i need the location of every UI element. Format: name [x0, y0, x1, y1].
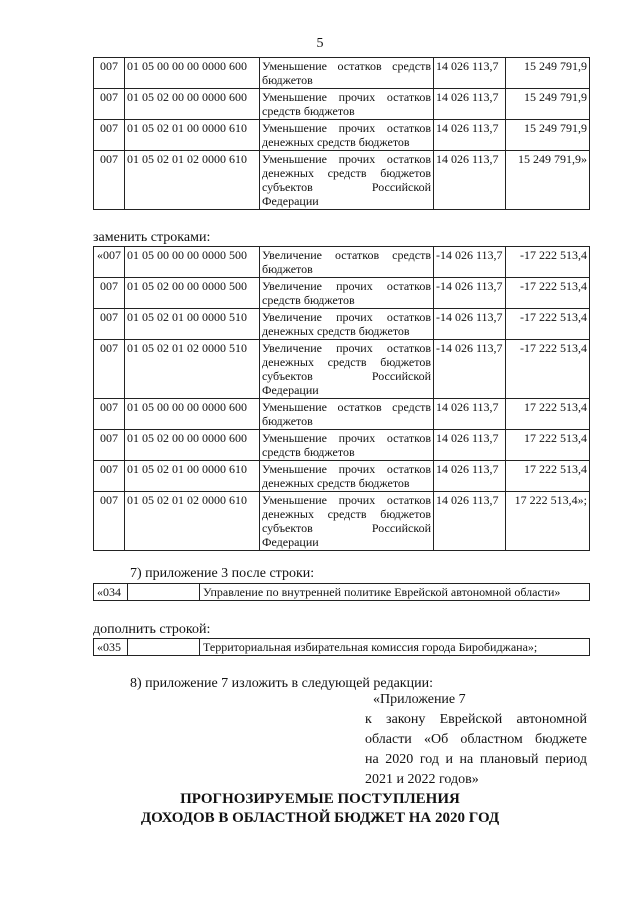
description-line: субъектов Российской: [262, 521, 431, 535]
row-admin-code: 007: [94, 430, 125, 461]
description-line: Увеличение прочих остатков: [262, 310, 431, 324]
description-line: денежных средств бюджетов: [262, 324, 410, 338]
row-description: [260, 89, 434, 120]
row-amount-2021: 15 249 791,9: [506, 120, 590, 151]
description-line: Уменьшение остатков средств: [262, 400, 431, 414]
row-admin-code: «007: [94, 247, 125, 278]
admin-empty-cell: [128, 584, 200, 601]
row-amount-2021: 17 222 513,4: [506, 430, 590, 461]
table-row: [94, 399, 590, 430]
row-description: [260, 58, 434, 89]
description-line: денежных средств бюджетов: [262, 507, 431, 521]
table-row: [94, 309, 590, 340]
description-line: денежных средств бюджетов: [262, 476, 410, 490]
table-row: [94, 278, 590, 309]
admin-code: «034: [94, 584, 128, 601]
row-admin-code: 007: [94, 309, 125, 340]
table-row: [94, 247, 590, 278]
table-row: [94, 430, 590, 461]
row-budget-code: 01 05 02 00 00 0000 500: [125, 278, 260, 309]
admin-name: Территориальная избирательная комиссия города Биробиджана»;: [200, 639, 590, 656]
row-amount-2020: -14 026 113,7: [434, 278, 506, 309]
description-line: Уменьшение прочих остатков: [262, 493, 431, 507]
description-line: субъектов Российской: [262, 369, 431, 383]
row-admin-code: 007: [94, 399, 125, 430]
admin-name: Управление по внутренней политике Еврейской автономной области»: [200, 584, 590, 601]
row-amount-2020: 14 026 113,7: [434, 58, 506, 89]
row-description: [260, 399, 434, 430]
description-line: Федерации: [262, 194, 319, 208]
description-line: бюджетов: [262, 262, 313, 276]
budget-table-original: [93, 57, 590, 210]
row-amount-2020: 14 026 113,7: [434, 399, 506, 430]
row-amount-2021: 17 222 513,4: [506, 461, 590, 492]
table-row: [94, 461, 590, 492]
row-amount-2020: 14 026 113,7: [434, 461, 506, 492]
row-description: [260, 309, 434, 340]
item-7-label: 7) приложение 3 после строки:: [130, 566, 315, 581]
row-description: [260, 461, 434, 492]
row-admin-code: 007: [94, 120, 125, 151]
appendix-caption: [365, 690, 587, 790]
row-admin-code: 007: [94, 278, 125, 309]
appendix-line: к закону Еврейской автономной: [365, 712, 587, 727]
description-line: Увеличение прочих остатков: [262, 341, 431, 355]
page-number: 5: [316, 36, 324, 51]
row-admin-code: 007: [94, 492, 125, 551]
description-line: Уменьшение прочих остатков: [262, 90, 431, 104]
row-budget-code: 01 05 02 00 00 0000 600: [125, 430, 260, 461]
appendix-line: «Приложение 7: [373, 692, 466, 707]
row-admin-code: 007: [94, 151, 125, 210]
description-line: Уменьшение прочих остатков: [262, 152, 431, 166]
row-budget-code: 01 05 02 01 02 0000 510: [125, 340, 260, 399]
admin-empty-cell: [128, 639, 200, 656]
heading-line: ПРОГНОЗИРУЕМЫЕ ПОСТУПЛЕНИЯ: [180, 791, 460, 807]
document-heading: [0, 790, 640, 828]
row-amount-2021: -17 222 513,4: [506, 340, 590, 399]
row-amount-2021: -17 222 513,4: [506, 278, 590, 309]
row-amount-2020: 14 026 113,7: [434, 120, 506, 151]
admin-row-034: [93, 583, 590, 601]
row-amount-2020: 14 026 113,7: [434, 492, 506, 551]
row-budget-code: 01 05 02 01 00 0000 610: [125, 120, 260, 151]
description-line: денежных средств бюджетов: [262, 355, 431, 369]
row-amount-2021: 15 249 791,9: [506, 89, 590, 120]
table-row: [94, 151, 590, 210]
row-amount-2020: -14 026 113,7: [434, 309, 506, 340]
row-budget-code: 01 05 00 00 00 0000 500: [125, 247, 260, 278]
row-amount-2021: 17 222 513,4»;: [506, 492, 590, 551]
description-line: денежных средств бюджетов: [262, 135, 410, 149]
admin-row-035: [93, 638, 590, 656]
row-budget-code: 01 05 02 00 00 0000 600: [125, 89, 260, 120]
row-amount-2020: -14 026 113,7: [434, 247, 506, 278]
row-amount-2021: 15 249 791,9: [506, 58, 590, 89]
table-row: [94, 89, 590, 120]
row-amount-2020: 14 026 113,7: [434, 89, 506, 120]
row-amount-2020: 14 026 113,7: [434, 151, 506, 210]
row-admin-code: 007: [94, 340, 125, 399]
row-amount-2021: -17 222 513,4: [506, 247, 590, 278]
row-admin-code: 007: [94, 58, 125, 89]
description-line: Увеличение остатков средств: [262, 248, 431, 262]
appendix-line: на 2020 год и на плановый период: [365, 752, 587, 767]
heading-line: ДОХОДОВ В ОБЛАСТНОЙ БЮДЖЕТ НА 2020 ГОД: [140, 810, 500, 826]
appendix-line: 2021 и 2022 годов»: [365, 772, 479, 787]
add-label: дополнить строкой:: [93, 622, 211, 637]
row-amount-2020: 14 026 113,7: [434, 430, 506, 461]
budget-table-replacement: [93, 246, 590, 551]
description-line: Уменьшение прочих остатков: [262, 462, 431, 476]
description-line: бюджетов: [262, 73, 313, 87]
appendix-line: области «Об областном бюджете: [365, 732, 587, 747]
row-amount-2021: 17 222 513,4: [506, 399, 590, 430]
row-budget-code: 01 05 02 01 02 0000 610: [125, 492, 260, 551]
row-budget-code: 01 05 02 01 00 0000 510: [125, 309, 260, 340]
row-description: [260, 430, 434, 461]
row-admin-code: 007: [94, 89, 125, 120]
row-description: [260, 278, 434, 309]
description-line: Уменьшение прочих остатков: [262, 431, 431, 445]
admin-code: «035: [94, 639, 128, 656]
description-line: Уменьшение остатков средств: [262, 59, 431, 73]
table-row: [94, 120, 590, 151]
table-row: [94, 340, 590, 399]
description-line: денежных средств бюджетов: [262, 166, 431, 180]
row-budget-code: 01 05 02 01 02 0000 610: [125, 151, 260, 210]
row-budget-code: 01 05 02 01 00 0000 610: [125, 461, 260, 492]
row-amount-2021: 15 249 791,9»: [506, 151, 590, 210]
row-description: [260, 247, 434, 278]
description-line: средств бюджетов: [262, 293, 355, 307]
row-description: [260, 120, 434, 151]
description-line: субъектов Российской: [262, 180, 431, 194]
row-amount-2020: -14 026 113,7: [434, 340, 506, 399]
table-row: [94, 492, 590, 551]
item-8-label: 8) приложение 7 изложить в следующей редакции:: [130, 676, 433, 691]
row-amount-2021: -17 222 513,4: [506, 309, 590, 340]
description-line: бюджетов: [262, 414, 313, 428]
table-row: [94, 58, 590, 89]
description-line: Увеличение прочих остатков: [262, 279, 431, 293]
description-line: Федерации: [262, 383, 319, 397]
row-description: [260, 492, 434, 551]
row-description: [260, 151, 434, 210]
row-budget-code: 01 05 00 00 00 0000 600: [125, 399, 260, 430]
row-description: [260, 340, 434, 399]
description-line: средств бюджетов: [262, 445, 355, 459]
description-line: средств бюджетов: [262, 104, 355, 118]
row-admin-code: 007: [94, 461, 125, 492]
description-line: Уменьшение прочих остатков: [262, 121, 431, 135]
description-line: Федерации: [262, 535, 319, 549]
replace-label: заменить строками:: [93, 230, 211, 245]
row-budget-code: 01 05 00 00 00 0000 600: [125, 58, 260, 89]
